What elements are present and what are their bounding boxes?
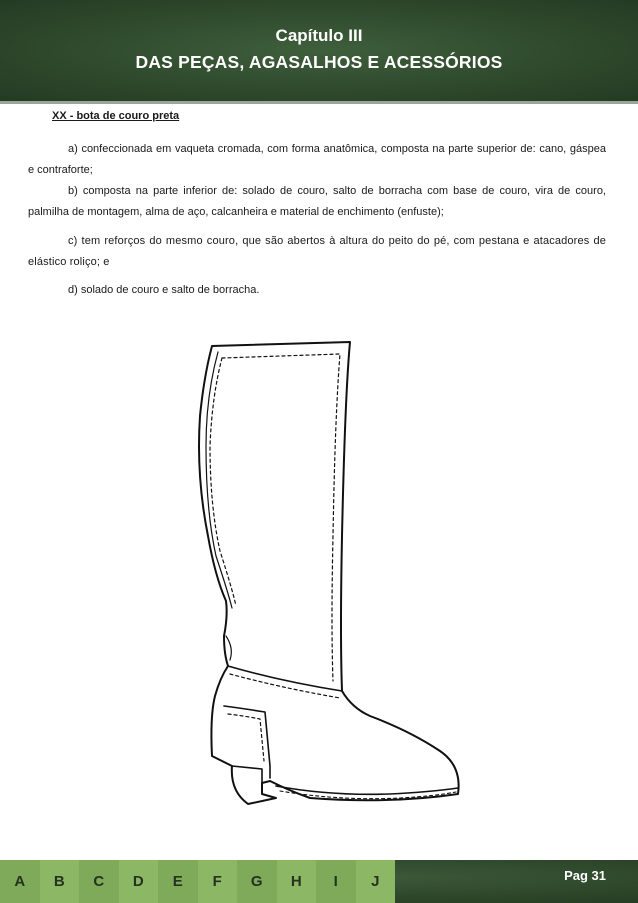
paragraph-a: a) confeccionada em vaqueta cromada, com forma anatômica, composta na parte superior de: cano, gáspea e contraforte; bbox=[28, 143, 606, 176]
page-number: Pag 31 bbox=[564, 868, 606, 883]
chapter-title: Capítulo III bbox=[275, 26, 363, 45]
index-tab-i[interactable]: I bbox=[316, 860, 356, 903]
index-tab-a[interactable]: A bbox=[0, 860, 40, 903]
riding-boot-icon bbox=[190, 336, 475, 816]
page-footer bbox=[0, 860, 638, 903]
paragraph-c: c) tem reforços do mesmo couro, que são abertos à altura do peito do pé, com pestana e atacadores de elástico roliço; e bbox=[28, 235, 606, 268]
section-title: XX - bota de couro preta bbox=[52, 110, 180, 122]
index-tab-f[interactable]: F bbox=[198, 860, 238, 903]
paragraph-d: d) solado de couro e salto de borracha. bbox=[68, 284, 260, 296]
index-tab-j[interactable]: J bbox=[356, 860, 396, 903]
index-tabs bbox=[0, 860, 395, 903]
index-tab-b[interactable]: B bbox=[40, 860, 80, 903]
chapter-header bbox=[0, 0, 638, 101]
index-tab-e[interactable]: E bbox=[158, 860, 198, 903]
index-tab-d[interactable]: D bbox=[119, 860, 159, 903]
index-tab-h[interactable]: H bbox=[277, 860, 317, 903]
header-divider bbox=[0, 101, 638, 104]
paragraph-b: b) composta na parte inferior de: solado de couro, salto de borracha com base de couro, vira de couro, palmilha de montagem, alma de aço, calcanheira e material de enchimento (enfuste); bbox=[28, 185, 606, 218]
chapter-subtitle: DAS PEÇAS, AGASALHOS E ACESSÓRIOS bbox=[135, 52, 503, 72]
index-tab-g[interactable]: G bbox=[237, 860, 277, 903]
index-tab-c[interactable]: C bbox=[79, 860, 119, 903]
